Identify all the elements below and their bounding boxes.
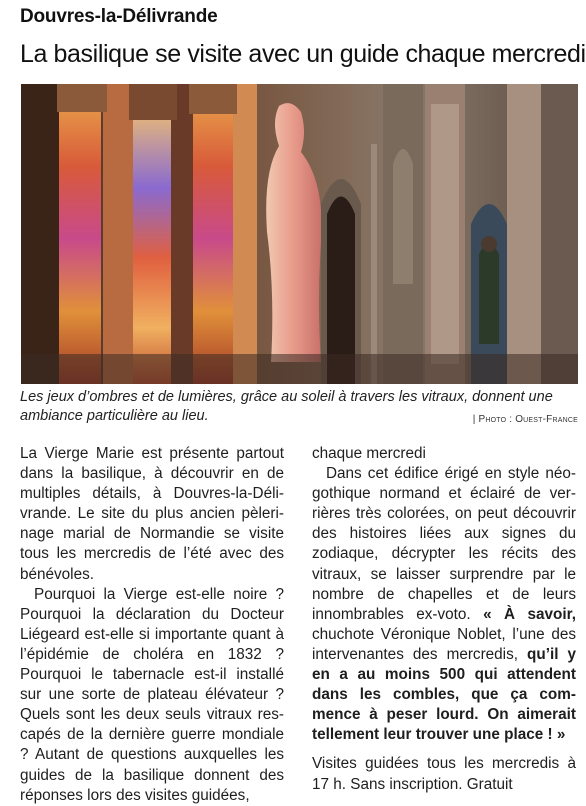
quote-part-a: « À savoir, xyxy=(483,605,576,623)
article-column-left xyxy=(20,444,284,806)
visit-info: Visites guidées tous les mercredis à 17 h. Sans inscription. Gratuit xyxy=(312,755,576,793)
right-paragraph-2 xyxy=(312,464,576,745)
right-paragraph-2-lead: Dans cet édifice érigé en style néogothique normand et éclairé de verrières très colorées, on peut découvrir des histoires liées aux signes du zodiaque, décrypter les récits des vitraux, se laisser surprendre par le nombre de chapelles et de leurs innombrables ex-voto. xyxy=(312,465,576,623)
left-paragraph-2: Pourquoi la Vierge est-elle noire ? Pourquoi la déclaration du Docteur Liégeard est-elle si importante quant à l’épidémie de choléra en 1832 ? Pourquoi le tabernacle est-il installé sur une sorte de plateau élévateur ? Quels sont les deux seuls vitraux rescapés de la dernière guerre mondiale ? Autant de questions auxquelles les guides de la basilique donnent des réponses lors des visites guidées, xyxy=(20,585,284,804)
right-paragraph-2-mid: chuchote Véronique Noblet, l’une des intervenantes des mercredis, xyxy=(312,625,576,663)
right-paragraph-1: chaque mercredi xyxy=(312,445,426,462)
article-headline: La basilique se visite avec un guide chaque mercredi xyxy=(20,40,586,68)
basilica-interior-photo xyxy=(21,84,578,384)
left-paragraph-1: La Vierge Marie est présente partout dans la basilique, à découvrir en de multiples détails, à Douvres-la-Délivrande. Le site du plus ancien pèlerinage marial de Normandie se visite tous les mercredis de l’été avec des bénévoles. xyxy=(20,445,284,583)
article-kicker: Douvres-la-Délivrande xyxy=(20,6,218,27)
photo-credit xyxy=(473,414,578,425)
photo-caption: Les jeux d’ombres et de lumières, grâce au soleil à travers les vitraux, donnent une ambiance particulière au lieu. xyxy=(20,389,553,424)
credit-label: Photo : Ouest-France xyxy=(478,414,578,425)
article-column-right xyxy=(312,444,576,795)
quote-part-b: qu’il y en a au moins 500 qui attendent dans les combles, que ça commence à peser lourd. On aimerait tellement leur trouver une place ! » xyxy=(312,645,576,744)
credit-bar: | xyxy=(472,414,476,425)
